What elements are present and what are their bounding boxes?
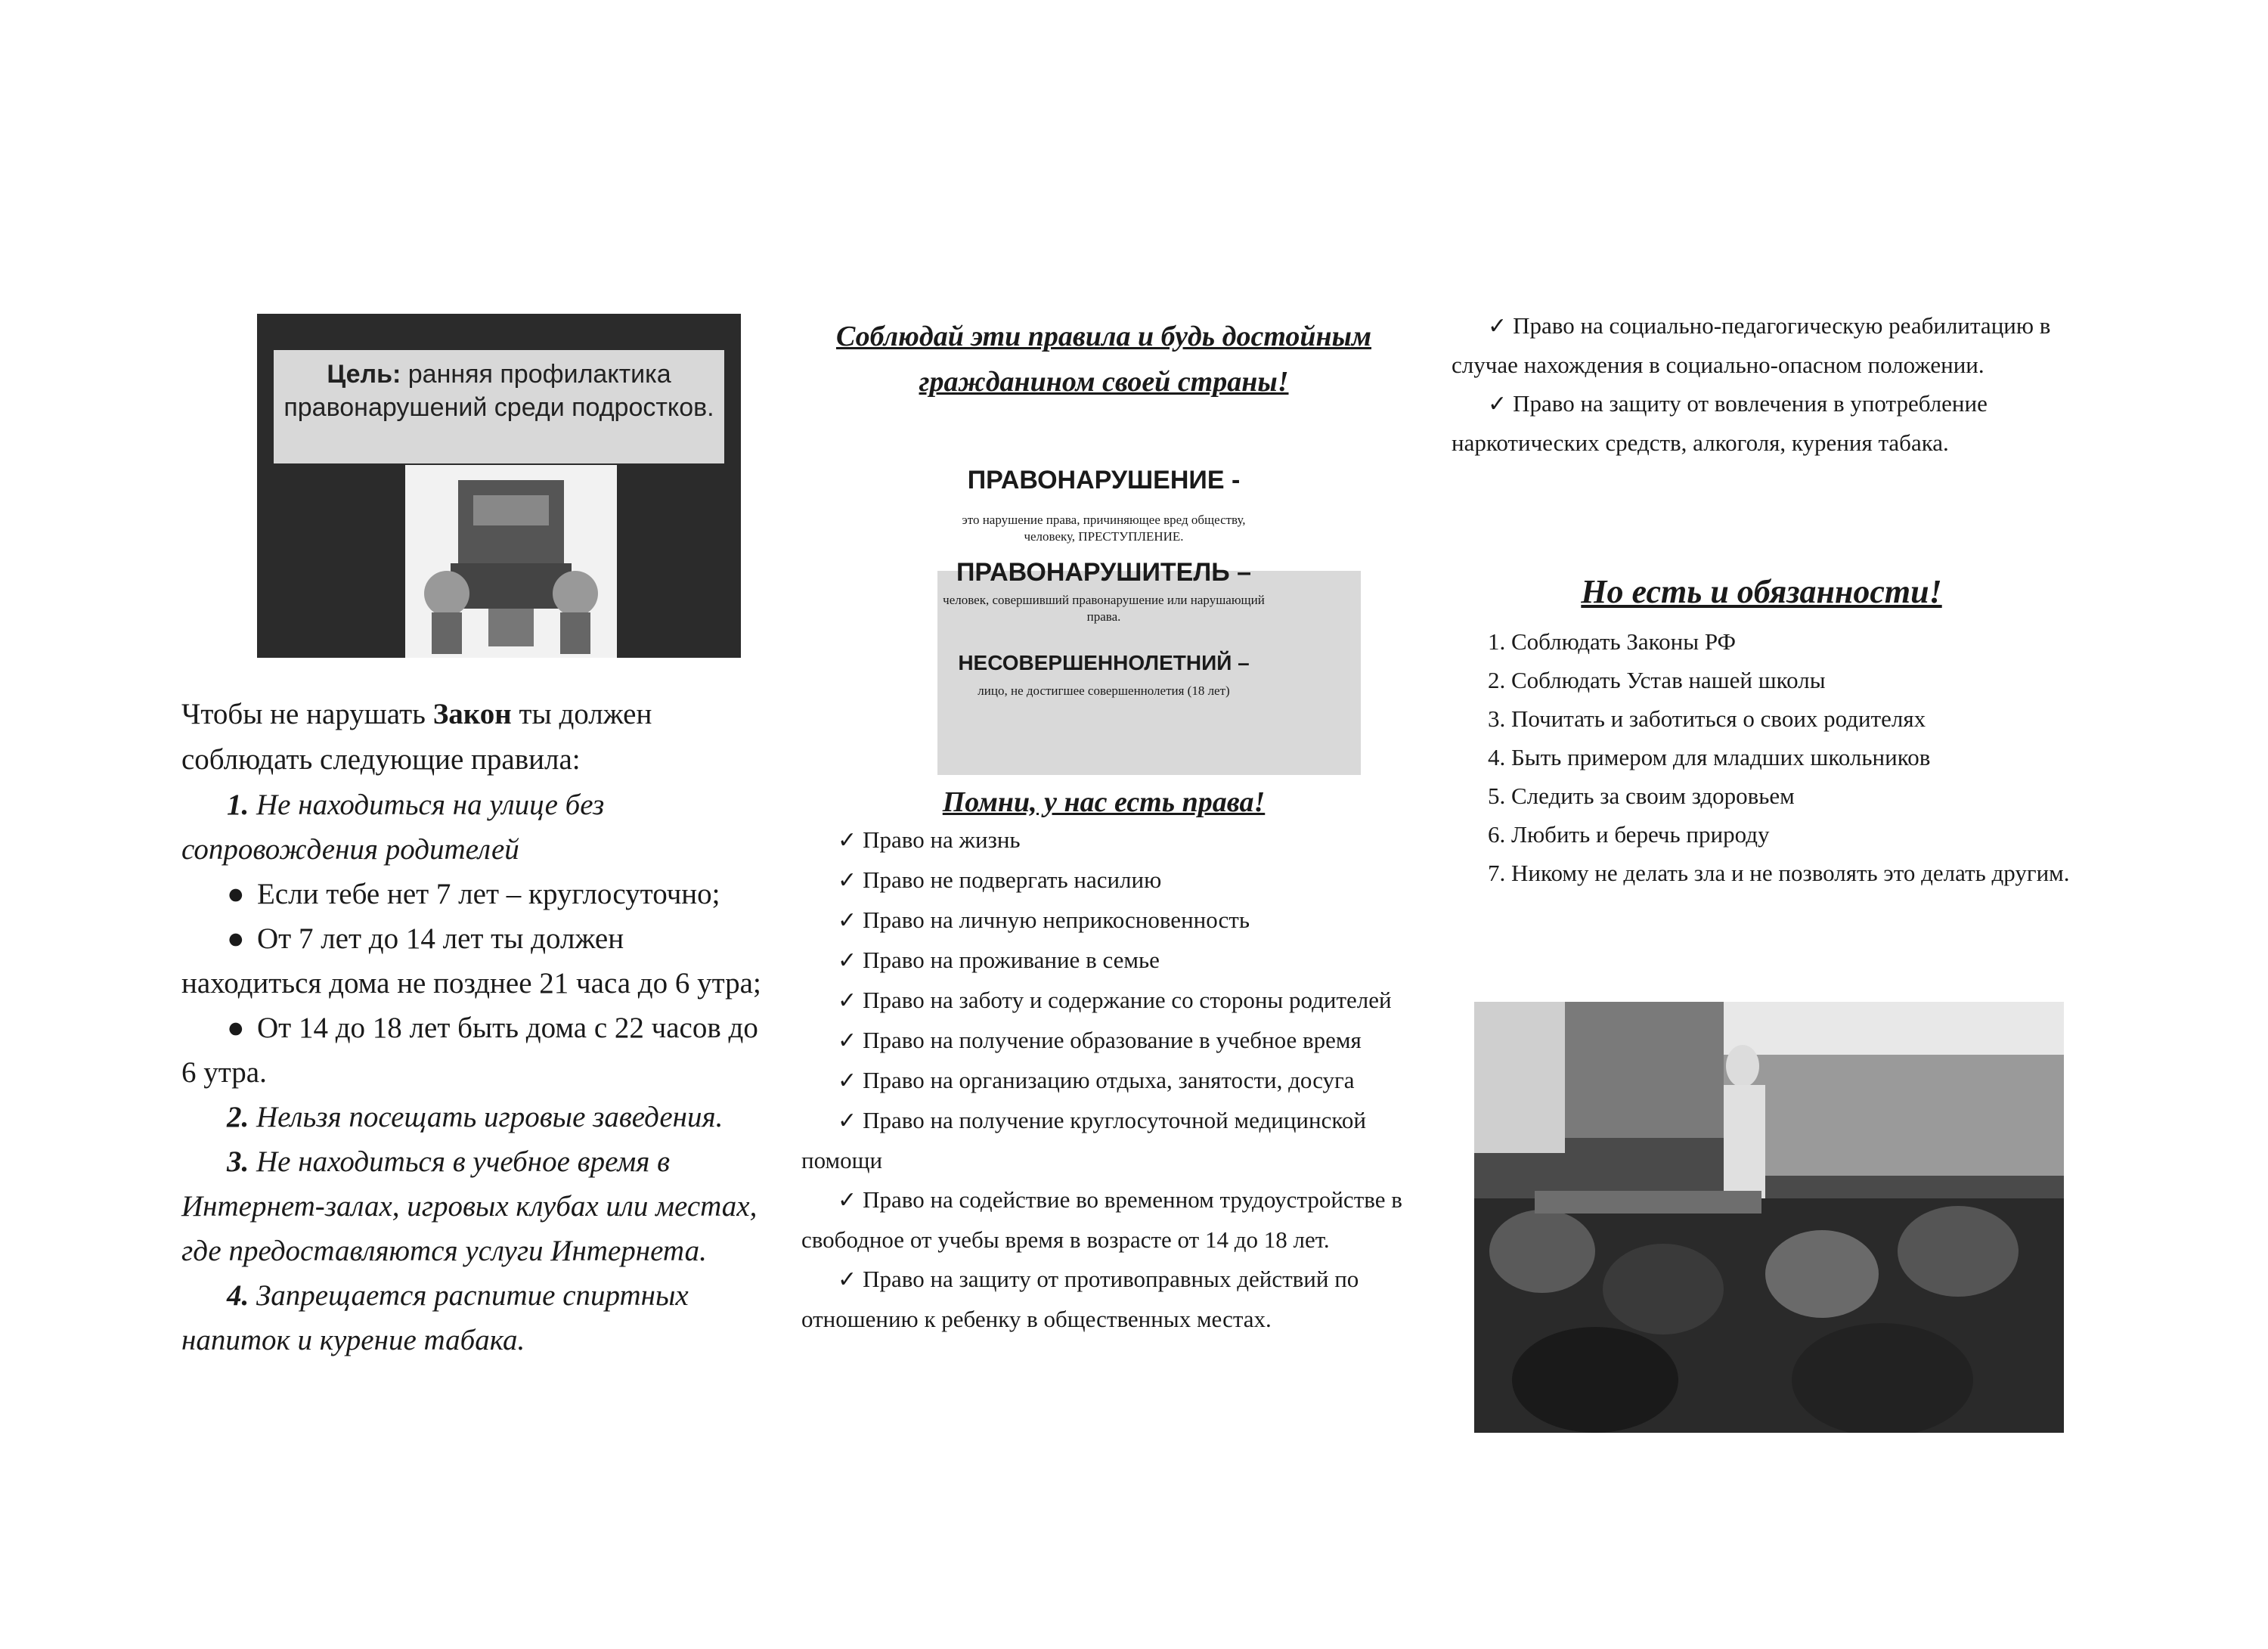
duty-item: 5. Следить за своим здоровьем xyxy=(1488,783,1795,809)
right-item xyxy=(801,981,1406,1021)
duty-text: Никому не делать зла и не позволять это делать другим. xyxy=(1511,860,2070,886)
bullet-icon: ● xyxy=(227,922,245,955)
rule-number: 1. xyxy=(227,789,249,821)
check-icon: ✓ xyxy=(838,1187,857,1214)
right-item xyxy=(1452,306,2071,384)
intro-paragraph xyxy=(181,692,771,783)
cartoon-illustration xyxy=(405,465,617,658)
right-text: Право на защиту от противоправных действий по отношению к ребенку в общественных местах. xyxy=(801,1266,1359,1332)
rule-item-3 xyxy=(181,1139,771,1273)
duty-item: 3. Почитать и заботиться о своих родителях xyxy=(1488,705,1926,732)
right-text: Право на проживание в семье xyxy=(863,947,1160,973)
right-item xyxy=(801,941,1406,981)
goal-slide-image xyxy=(257,314,741,658)
rule-text: Нельзя посещать игровые заведения. xyxy=(256,1101,723,1133)
citizen-heading: Соблюдай эти правила и будь достойным гражданином своей страны! xyxy=(835,321,1372,398)
rule-number: 3. xyxy=(227,1145,249,1178)
right-item xyxy=(1452,384,2071,462)
right-item xyxy=(801,820,1406,860)
duty-text: Соблюдать Устав нашей школы xyxy=(1511,667,1826,693)
duties-heading: Но есть и обязанности! xyxy=(1581,573,1942,610)
def-term-offender: ПРАВОНАРУШИТЕЛЬ – xyxy=(956,558,1252,587)
goal-text: ранняя профилактика правонарушений среди подростков. xyxy=(284,360,714,422)
rule-item-1 xyxy=(181,783,771,872)
rule-item-4 xyxy=(181,1273,771,1362)
duty-text: Соблюдать Законы РФ xyxy=(1511,628,1737,655)
def-text-offense: это нарушение права, причиняющее вред обществу, человеку, ПРЕСТУПЛЕНИЕ. xyxy=(962,513,1246,544)
duty-text: Почитать и заботиться о своих родителях xyxy=(1511,705,1926,732)
right-text: Право на личную неприкосновенность xyxy=(863,907,1250,933)
check-icon: ✓ xyxy=(1488,391,1507,417)
right-text: Право на защиту от вовлечения в употребление наркотических средств, алкоголя, курения табака. xyxy=(1452,390,1988,456)
bullet-icon: ● xyxy=(227,878,245,910)
duty-text: Быть примером для младших школьников xyxy=(1511,744,1931,770)
check-icon: ✓ xyxy=(1488,313,1507,339)
right-text: Право не подвергать насилию xyxy=(863,866,1162,893)
rule-text: Запрещается распитие спиртных напиток и курение табака. xyxy=(181,1279,689,1356)
check-icon: ✓ xyxy=(838,1068,857,1094)
def-term-minor: НЕСОВЕРШЕННОЛЕТНИЙ – xyxy=(958,651,1250,674)
check-icon: ✓ xyxy=(838,1028,857,1054)
def-text-offender: человек, совершивший правонарушение или нарушающий права. xyxy=(943,593,1265,624)
duties-list xyxy=(1452,622,2071,892)
duty-item: 2. Соблюдать Устав нашей школы xyxy=(1488,667,1826,693)
def-term-offense: ПРАВОНАРУШЕНИЕ - xyxy=(967,466,1241,494)
check-icon: ✓ xyxy=(838,867,857,894)
right-item xyxy=(801,1260,1406,1339)
goal-label: Цель: xyxy=(327,360,401,389)
rule-item-2 xyxy=(181,1095,771,1139)
rights-continued xyxy=(1452,306,2071,462)
right-item xyxy=(801,860,1406,900)
right-item xyxy=(801,1061,1406,1101)
right-text: Право на получение круглосуточной медицинской помощи xyxy=(801,1107,1366,1173)
right-text: Право на жизнь xyxy=(863,826,1021,853)
column-right xyxy=(1452,306,2071,886)
right-item xyxy=(801,1101,1406,1180)
right-text: Право на социально-педагогическую реабилитацию в случае нахождения в социально-опасном положении. xyxy=(1452,312,2051,378)
right-item xyxy=(801,1021,1406,1061)
bullet-text: Если тебе нет 7 лет – круглосуточно; xyxy=(257,878,720,910)
definitions-block xyxy=(937,465,1270,699)
bullet-text: От 7 лет до 14 лет ты должен находиться дома не позднее 21 часа до 6 утра; xyxy=(181,922,761,1000)
rule-bullet-2 xyxy=(181,916,771,1006)
rights-heading: Помни, у нас есть права! xyxy=(942,786,1266,818)
intro-text-after: ты должен соблюдать следующие правила: xyxy=(181,698,652,776)
rule-number: 4. xyxy=(227,1279,249,1312)
def-text-minor: лицо, не достигшее совершеннолетия (18 лет) xyxy=(978,683,1230,698)
rule-bullet-1 xyxy=(181,872,771,916)
rules-list xyxy=(181,783,771,1362)
check-icon: ✓ xyxy=(838,907,857,934)
check-icon: ✓ xyxy=(838,1266,857,1293)
bullet-text: От 14 до 18 лет быть дома с 22 часов до 6 утра. xyxy=(181,1012,758,1089)
duty-item: 7. Никому не делать зла и не позволять это делать другим. xyxy=(1488,860,2070,886)
duty-text: Следить за своим здоровьем xyxy=(1511,783,1795,809)
right-text: Право на заботу и содержание со стороны родителей xyxy=(863,987,1392,1013)
rule-bullet-3 xyxy=(181,1006,771,1095)
duty-text: Любить и беречь природу xyxy=(1511,821,1770,848)
bullet-icon: ● xyxy=(227,1012,245,1044)
duty-item: 4. Быть примером для младших школьников xyxy=(1488,744,1931,770)
right-text: Право на организацию отдыха, занятости, досуга xyxy=(863,1067,1355,1093)
duty-item: 6. Любить и беречь природу xyxy=(1488,821,1770,848)
right-item xyxy=(801,1180,1406,1260)
rule-number: 2. xyxy=(227,1101,249,1133)
intro-text-before: Чтобы не нарушать xyxy=(181,698,426,730)
right-item xyxy=(801,900,1406,941)
check-icon: ✓ xyxy=(838,1108,857,1134)
right-text: Право на получение образование в учебное время xyxy=(863,1027,1362,1053)
classroom-photo xyxy=(1474,1002,2064,1433)
rule-text: Не находиться в учебное время в Интернет-залах, игровых клубах или местах, где предоставляются услуги Интернета. xyxy=(181,1145,758,1267)
check-icon: ✓ xyxy=(838,827,857,854)
goal-caption xyxy=(274,350,724,463)
intro-bold-law: Закон xyxy=(432,698,512,730)
check-icon: ✓ xyxy=(838,987,857,1014)
right-text: Право на содействие во временном трудоустройстве в свободное от учебы время в возрасте от 14 до 18 лет. xyxy=(801,1186,1402,1253)
duty-item: 1. Соблюдать Законы РФ xyxy=(1488,628,1737,655)
rule-text: Не находиться на улице без сопровождения родителей xyxy=(181,789,605,866)
rights-list xyxy=(801,820,1406,1339)
check-icon: ✓ xyxy=(838,947,857,974)
